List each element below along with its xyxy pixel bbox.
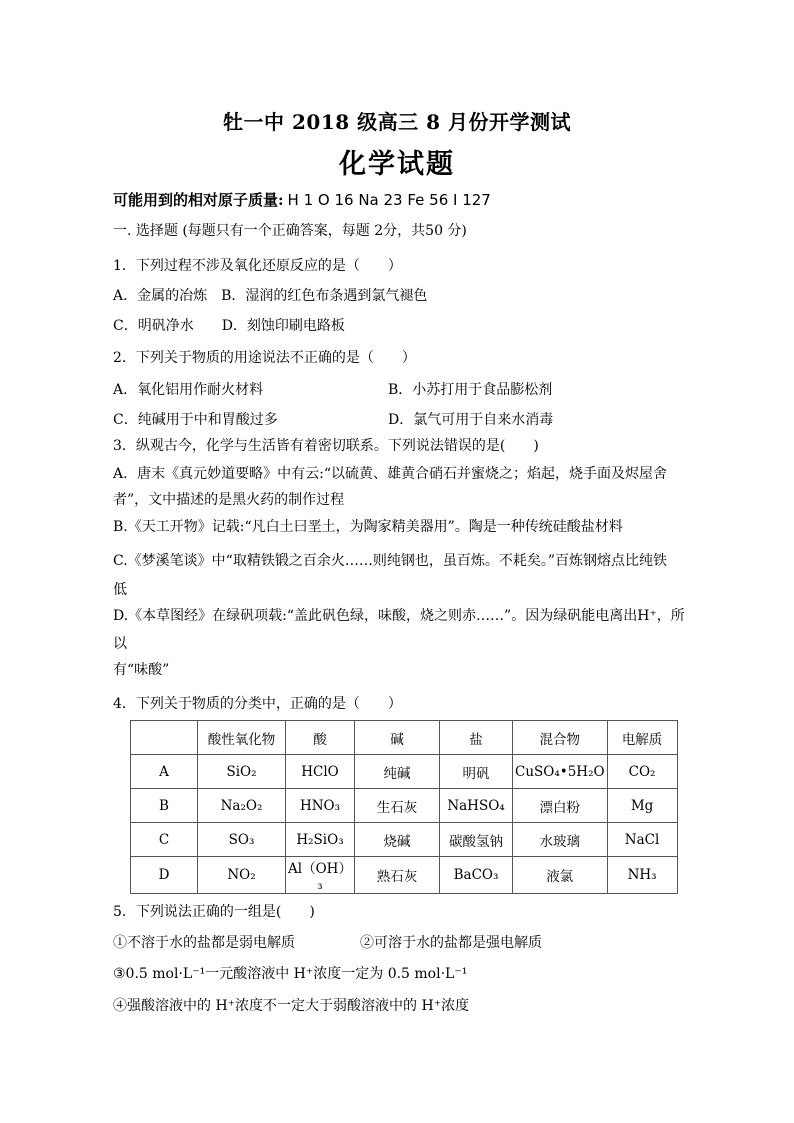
- subject-title: 化学试题: [339, 149, 455, 180]
- q5-statement-4: ④强酸溶液中的 H⁺浓度不一定大于弱酸溶液中的 H⁺浓度: [113, 998, 470, 1014]
- table-cell: H₂SiO₃: [286, 823, 355, 857]
- table-cell: HNO₃: [286, 789, 355, 823]
- q5-statement-1: ①不溶于水的盐都是弱电解质: [113, 935, 295, 951]
- table-cell: 烧碱: [355, 823, 440, 857]
- atomic-mass-label: 可能用到的相对原子质量:: [113, 191, 284, 209]
- q3-option-d-line2: 以: [113, 636, 127, 652]
- q5-stem: 5．下列说法正确的一组是( ): [113, 904, 315, 920]
- exam-title: 牡一中 2018 级高三 8 月份开学测试: [223, 110, 571, 134]
- q3-option-b: B.《天工开物》记载:“凡白土曰垩土，为陶家精美器用”。陶是一种传统硅酸盐材料: [113, 519, 623, 535]
- table-cell: CuSO₄•5H₂O: [513, 755, 608, 789]
- atomic-mass-line: [113, 190, 491, 210]
- table-header-cell: 电解质: [607, 721, 677, 755]
- q3-option-c-line2: 低: [113, 582, 127, 598]
- table-cell: 纯碱: [355, 755, 440, 789]
- q1-options-ab: A．金属的冶炼 B．湿润的红色布条遇到氯气褪色: [113, 288, 428, 304]
- table-row: [131, 789, 678, 823]
- classification-table: [130, 720, 678, 894]
- atomic-mass-values: H 1 O 16 Na 23 Fe 56 I 127: [287, 191, 491, 209]
- table-row: [131, 755, 678, 789]
- q2-option-d: D．氯气可用于自来水消毒: [388, 412, 554, 428]
- q3-option-c-line1: C.《梦溪笔谈》中“取精铁锻之百余火……则纯钢也，虽百炼。不耗矣。”百炼钢熔点比纯铁: [113, 553, 667, 569]
- q1-stem: 1．下列过程不涉及氧化还原反应的是（ ）: [113, 258, 402, 274]
- table-cell: D: [131, 857, 198, 894]
- table-cell: CO₂: [607, 755, 677, 789]
- table-cell: 生石灰: [355, 789, 440, 823]
- table-header-row: [131, 721, 678, 755]
- table-cell: 明矾: [440, 755, 513, 789]
- table-row: [131, 823, 678, 857]
- q2-option-c: C．纯碱用于中和胃酸过多: [113, 412, 278, 428]
- q3-stem: 3．纵观古今，化学与生活皆有着密切联系。下列说法错误的是( ): [113, 438, 539, 454]
- table-cell: NaCl: [607, 823, 677, 857]
- table-cell: 熟石灰: [355, 857, 440, 894]
- table-cell: NH₃: [607, 857, 677, 894]
- q5-statement-2: ②可溶于水的盐都是强电解质: [360, 935, 542, 951]
- table-cell: B: [131, 789, 198, 823]
- q3-option-a-line2: 者”，文中描述的是黑火药的制作过程: [113, 492, 345, 508]
- table-cell: 碳酸氢钠: [440, 823, 513, 857]
- q2-option-b: B．小苏打用于食品膨松剂: [388, 382, 553, 398]
- q5-statement-3: ③0.5 mol·L⁻¹一元酸溶液中 H⁺浓度一定为 0.5 mol·L⁻¹: [113, 966, 468, 982]
- table-cell: Al（OH）₃: [286, 857, 355, 894]
- table-header-cell: 酸性氧化物: [198, 721, 286, 755]
- table-header-cell: 盐: [440, 721, 513, 755]
- table-cell: NO₂: [198, 857, 286, 894]
- table-header-cell: 混合物: [513, 721, 608, 755]
- q3-option-d-line1: D.《本草图经》在绿矾项载:“盖此矾色绿，味酸，烧之则赤……”。因为绿矾能电离出H⁺，所: [113, 608, 685, 624]
- table-cell: A: [131, 755, 198, 789]
- table-cell: 液氯: [513, 857, 608, 894]
- table-cell: NaHSO₄: [440, 789, 513, 823]
- table-cell: 漂白粉: [513, 789, 608, 823]
- q4-stem: 4．下列关于物质的分类中，正确的是（ ）: [113, 696, 402, 712]
- section-heading: 一. 选择题 (每题只有一个正确答案，每题 2分，共50 分): [113, 223, 467, 239]
- q3-option-d-line3: 有“味酸”: [113, 662, 170, 678]
- q2-stem: 2．下列关于物质的用途说法不正确的是（ ）: [113, 350, 416, 366]
- table-cell: C: [131, 823, 198, 857]
- table-cell: SiO₂: [198, 755, 286, 789]
- table-cell: HClO: [286, 755, 355, 789]
- table-cell: BaCO₃: [440, 857, 513, 894]
- q2-option-a: A．氧化铝用作耐火材料: [113, 382, 264, 398]
- table-row: [131, 857, 678, 894]
- q3-option-a-line1: A．唐末《真元妙道要略》中有云:“以硫黄、雄黄合硝石并蜜烧之；焰起，烧手面及烬屋舍: [113, 466, 667, 482]
- table-header-cell: 酸: [286, 721, 355, 755]
- q1-options-cd: C．明矾净水 D．刻蚀印刷电路板: [113, 318, 345, 334]
- table-cell: 水玻璃: [513, 823, 608, 857]
- table-cell: SO₃: [198, 823, 286, 857]
- table-cell: Mg: [607, 789, 677, 823]
- table-header-cell: [131, 721, 198, 755]
- table-cell: Na₂O₂: [198, 789, 286, 823]
- table-header-cell: 碱: [355, 721, 440, 755]
